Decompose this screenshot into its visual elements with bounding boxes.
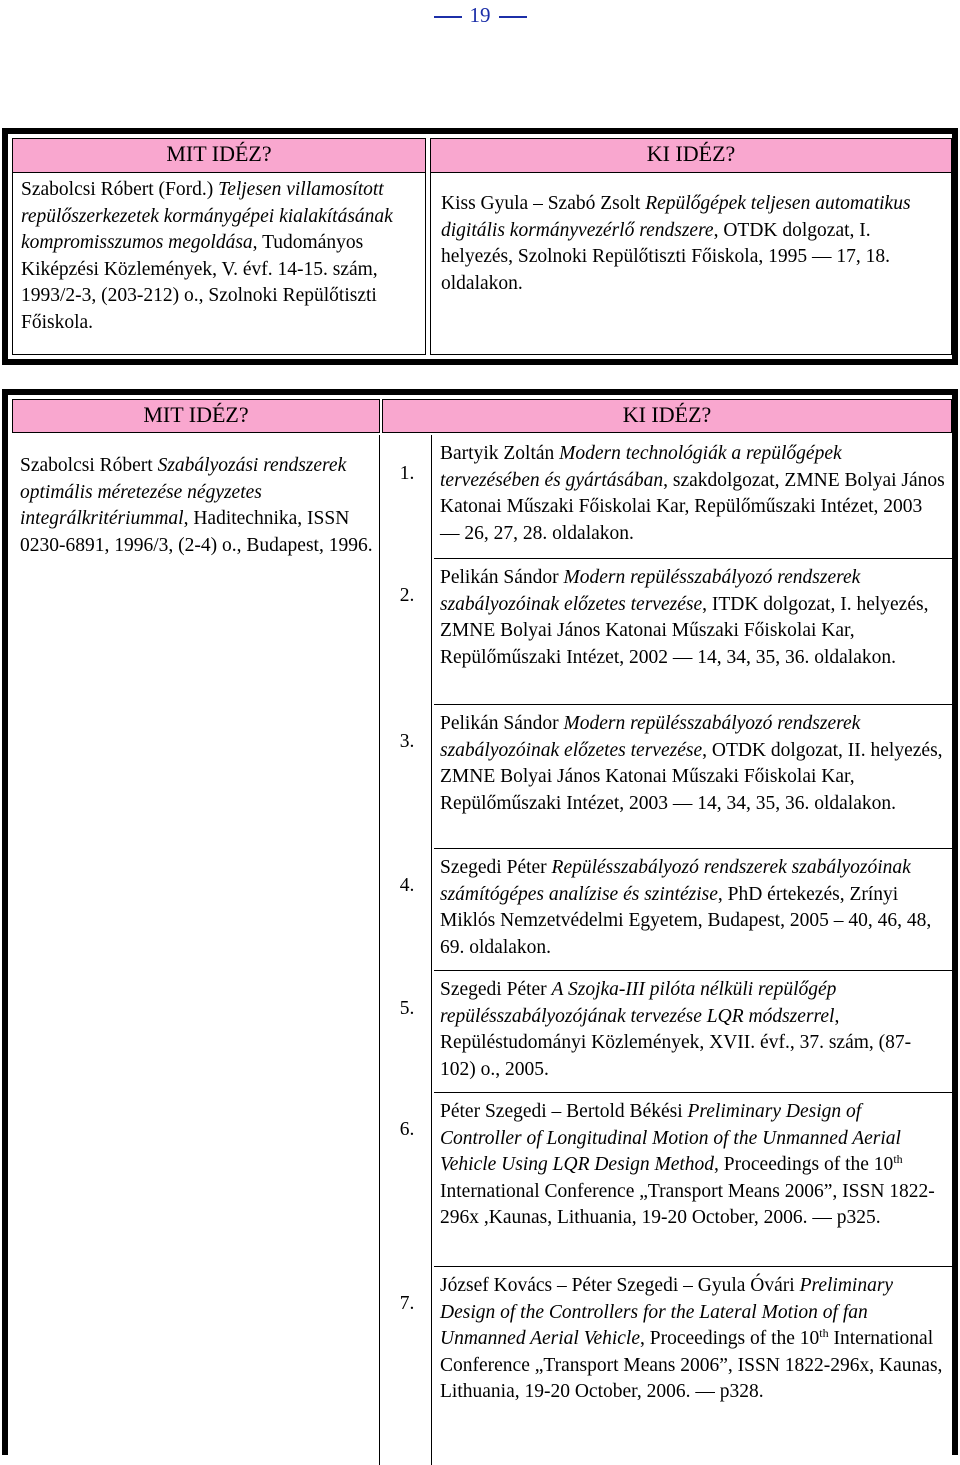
citing-title: Modern repülésszabályozó rendszerek szabályozóinak előzetes tervezése [440,713,861,761]
citing-entry [434,559,952,705]
citing-title: Modern repülésszabályozó rendszerek szabályozóinak előzetes tervezése [440,567,861,615]
cited-details: , Haditechnika, ISSN 0230-6891, 1996/3, (2-4) o., Budapest, 1996. [20,508,373,556]
citing-author: Pelikán Sándor [440,567,564,588]
citing-details: , PhD értekezés, Zrínyi Miklós Nemzetvédelmi Egyetem, Budapest, 2005 – 40, 46, 48, 69. oldalakon. [440,883,932,958]
citing-details: International Conference „Transport Means 2006”, ISSN 1822-296x, Kaunas, Lithuania, 19-20 October, 2006. — p328. [440,1328,943,1403]
citing-entry [434,971,952,1093]
citing-details: , OTDK dolgozat, II. helyezés, ZMNE Bolyai János Katonai Műszaki Főiskolai Kar, Repülőműszaki Intézet, 2003 — 14, 34, 35, 36. oldalakon. [440,739,943,814]
citing-details: , ITDK dolgozat, I. helyezés, ZMNE Bolyai János Katonai Műszaki Főiskolai Kar, Repülőműszaki Intézet, 2002 — 14, 34, 35, 36. oldalakon. [440,593,929,668]
cited-title: Szabályozási rendszerek optimális méretezése négyzetes integrálkritériummal [20,455,347,530]
citing-title: A Szojka-III pilóta nélküli repülőgép repülésszabályozójának tervezése LQR módszerrel [440,979,837,1027]
citing-details: , Proceedings of the 10 [640,1328,820,1350]
citing-title: Repülésszabályozó rendszerek szabályozóinak számítógépes analízise és szintézise [440,857,911,905]
citing-entry [434,435,952,559]
citing-work-text [434,559,952,675]
citing-details: International Conference „Transport Means 2006”, ISSN 1822-296x ,Kaunas, Lithuania, 19-20 October, 2006. — p325. [440,1180,935,1229]
entry-number: 1. [399,463,415,484]
citing-title: Preliminary Design of Controller of Longitudinal Motion of the Unmanned Aerial Vehicle Using LQR Design Method [440,1101,901,1176]
page-number-value: 19 [469,3,491,27]
citing-details: , Proceedings of the 10 [714,1154,894,1176]
citing-author: Kiss Gyula – Szabó Zsolt [441,193,646,214]
citing-work-text [434,435,952,551]
cited-work-cell [12,435,380,1465]
citing-entry [434,1093,952,1267]
citing-title: Preliminary Design of the Controllers for the Lateral Motion of fan Unmanned Aerial Vehicle [440,1275,894,1350]
citing-author: József Kovács – Péter Szegedi – Gyula Óvári [440,1275,800,1296]
citing-work-text [441,191,943,297]
citing-work-text [434,1267,952,1410]
citing-entry [434,1267,952,1443]
entry-number-column [382,435,432,1465]
cited-author: Szabolcsi Róbert [20,455,158,476]
citing-author: Bartyik Zoltán [440,443,560,464]
cited-title: Teljesen villamosított repülőszerkezetek kormánygépei kialakításának kompromisszumos megoldása [21,179,393,254]
cited-work-text [21,177,419,337]
citing-author: Péter Szegedi – Bertold Békési [440,1101,688,1122]
entry-number: 4. [399,875,415,896]
header-what-cites: MIT IDÉZ? [12,399,380,433]
citing-entry [434,849,952,971]
cited-work-cell [12,138,426,355]
citing-work-cell [430,138,952,355]
page-number [0,2,960,28]
ordinal-suffix: th [819,1326,829,1341]
citing-entry [434,705,952,849]
citation-table-2 [2,389,958,1455]
citing-title: Modern technológiák a repülőgépek tervezésében és gyártásában [440,443,842,491]
entry-number: 2. [399,585,415,606]
citing-details: , Repüléstudományi Közlemények, XVII. évf., 37. szám, (87-102) o., 2005. [440,1005,912,1080]
citing-work-text [434,971,952,1087]
citing-work-text [434,849,952,965]
citing-title: Repülőgépek teljesen automatikus digitális kormányvezérlő rendszere [441,193,911,241]
citing-work-text [434,705,952,821]
page-number-dash-right [499,16,527,18]
cited-details: , Tudományos Kiképzési Közlemények, V. évf. 14-15. szám, 1993/2-3, (203-212) o., Szolnoki Repülőtiszti Főiskola. [21,232,378,333]
citing-author: Szegedi Péter [440,857,552,878]
header-who-cites: KI IDÉZ? [431,139,951,173]
citing-details: , OTDK dolgozat, I. helyezés, Szolnoki Repülőtiszti Főiskola, 1995 — 17, 18. oldalakon. [441,219,891,294]
entry-number: 6. [399,1119,415,1140]
cited-work-text [20,453,373,559]
page-number-dash-left [434,16,462,18]
header-who-cites: KI IDÉZ? [382,399,952,433]
citation-table-1 [2,128,958,365]
entry-number: 5. [399,998,415,1019]
header-what-cites: MIT IDÉZ? [13,139,425,173]
cited-author: Szabolcsi Róbert (Ford.) [21,179,219,200]
ordinal-suffix: th [893,1152,903,1167]
citing-author: Szegedi Péter [440,979,552,1000]
citing-details: , szakdolgozat, ZMNE Bolyai János Katonai Műszaki Főiskolai Kar, Repülőműszaki Intézet, 2003 — 26, 27, 28. oldalakon. [440,469,945,544]
entry-number: 7. [399,1293,415,1314]
citing-work-text [434,1093,952,1236]
entry-number: 3. [399,731,415,752]
citing-author: Pelikán Sándor [440,713,564,734]
